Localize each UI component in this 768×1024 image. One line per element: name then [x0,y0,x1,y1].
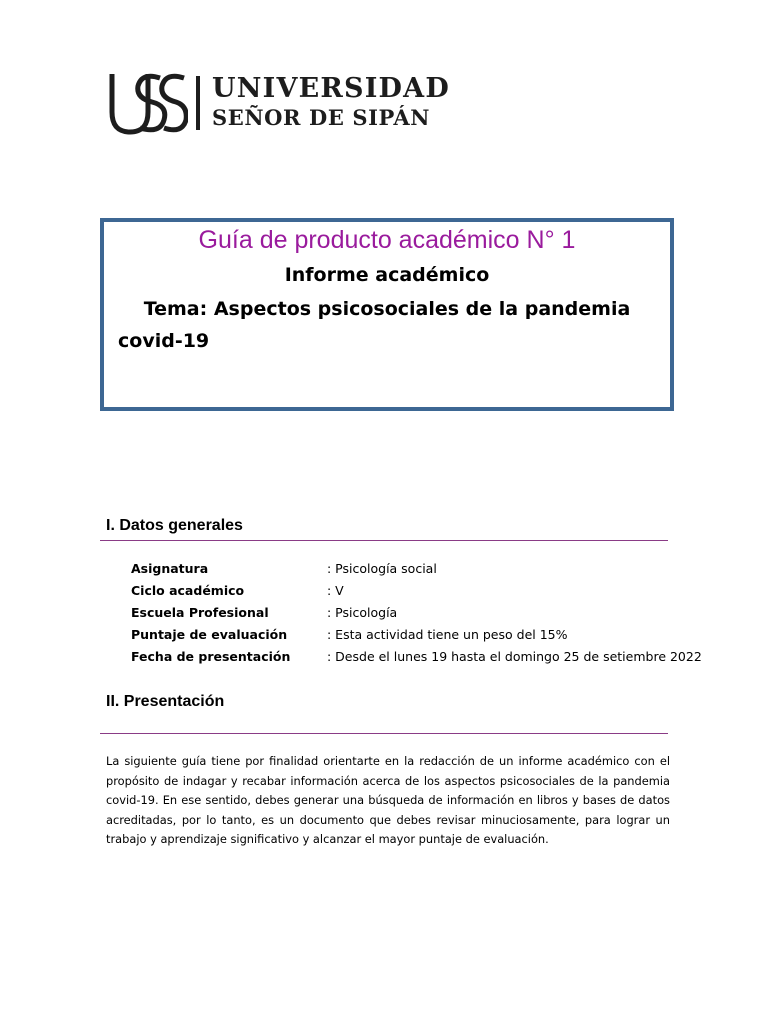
row-label: Ciclo académico [131,583,245,598]
presentation-paragraph: La siguiente guía tiene por finalidad orientarte en la redacción de un informe académico con el propósito de indagar y recabar información acerca de los aspectos psicosociales de la pandemia covid-19. En ese sentido, debes generar una búsqueda de información en libros y bases de datos acreditadas, por lo tanto, es un documento que debes revisar minuciosamente, para lograr un trabajo y aprendizaje significativo y alcanzar el mayor puntaje de evaluación. [106,754,670,846]
general-data-table [131,558,702,668]
section-divider [100,733,668,734]
section-divider [100,540,668,541]
row-value: : Desde el lunes 19 hasta el domingo 25 de setiembre 2022 [327,649,702,664]
table-row [131,602,691,624]
logo-text-senor-de-sipan: SEÑOR DE SIPÁN [212,105,431,130]
guide-topic-line2: covid-19 [118,330,210,352]
table-row [131,558,691,580]
section-heading-datos-generales: I. Datos generales [106,517,243,534]
table-row [131,580,691,602]
row-value: : V [327,583,344,598]
guide-topic-line1: Tema: Aspectos psicosociales de la pandemia [143,298,631,320]
row-value: : Psicología social [327,561,437,576]
university-logo [108,70,448,136]
logo-divider [196,76,200,130]
guide-title: Guía de producto académico N° 1 [198,226,576,254]
row-value: : Esta actividad tiene un peso del 15% [327,627,568,642]
logo-text-universidad: UNIVERSIDAD [212,73,450,104]
guide-subtitle: Informe académico [284,264,490,286]
table-row [131,624,691,646]
uss-monogram-logo [108,70,188,136]
row-value: : Psicología [327,605,398,620]
guide-title-box [100,218,674,411]
row-label: Escuela Profesional [131,605,269,620]
guide-topic [118,293,656,357]
section-heading-presentacion: II. Presentación [106,693,225,710]
row-label: Fecha de presentación [131,649,291,664]
table-row [131,646,702,668]
row-label: Puntaje de evaluación [131,627,288,642]
row-label: Asignatura [131,561,209,576]
